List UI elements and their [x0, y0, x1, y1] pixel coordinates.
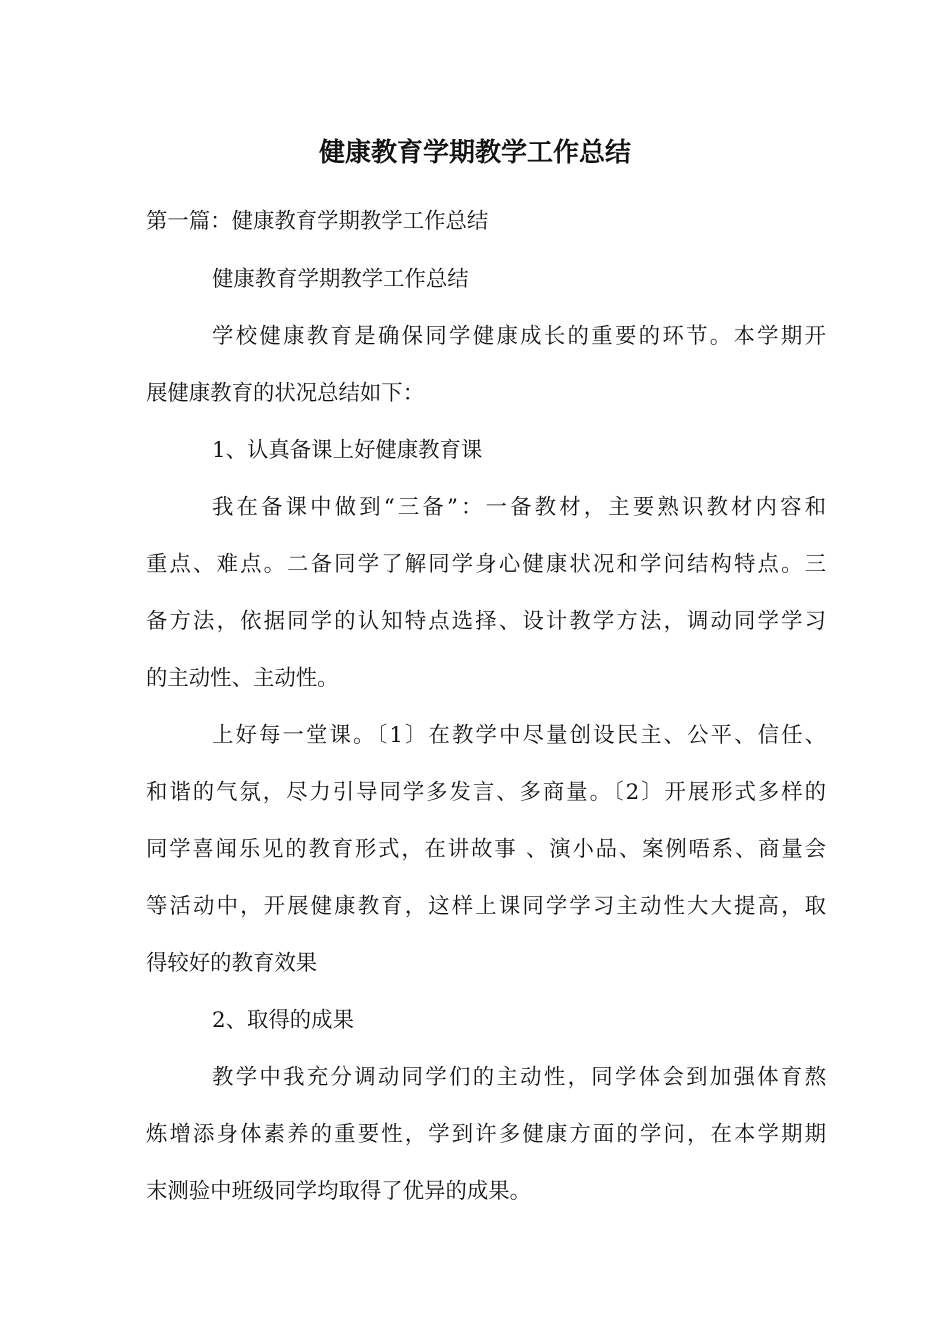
- paragraph-line: 炼增添身体素养的重要性，学到许多健康方面的学问，在本学期期: [146, 1122, 826, 1147]
- item-heading: 2、取得的成果: [212, 1008, 354, 1033]
- paragraph-line: 同学喜闻乐见的教育形式，在讲故事 、演小品、案例唔系、商量会: [146, 837, 826, 862]
- subtitle: 健康教育学期教学工作总结: [212, 267, 469, 292]
- document-title: 健康教育学期教学工作总结: [318, 138, 631, 168]
- paragraph-line: 的主动性、主动性。: [146, 666, 339, 691]
- paragraph-line: 备方法，依据同学的认知特点选择、设计教学方法，调动同学学习: [146, 609, 826, 634]
- paragraph-line: 和谐的气氛，尽力引导同学多发言、多商量。〔2〕开展形式多样的: [146, 780, 826, 805]
- paragraph-line: 上好每一堂课。〔1〕在教学中尽量创设民主、公平、信任、: [212, 723, 826, 748]
- paragraph-line: 重点、难点。二备同学了解同学身心健康状况和学问结构特点。三: [146, 552, 826, 577]
- item-heading: 1、认真备课上好健康教育课: [212, 438, 483, 463]
- paragraph-line: 等活动中，开展健康教育，这样上课同学学习主动性大大提高，取: [146, 894, 826, 919]
- paragraph-line: 我在备课中做到“三备”：一备教材，主要熟识教材内容和: [212, 495, 826, 520]
- paragraph-line: 末测验中班级同学均取得了优异的成果。: [146, 1179, 532, 1204]
- paragraph-line: 展健康教育的状况总结如下：: [146, 381, 425, 406]
- paragraph-line: 教学中我充分调动同学们的主动性，同学体会到加强体育熬: [212, 1065, 826, 1090]
- section-heading: 第一篇：健康教育学期教学工作总结: [146, 209, 489, 234]
- paragraph-line: 得较好的教育效果: [146, 951, 318, 976]
- paragraph-line: 学校健康教育是确保同学健康成长的重要的环节。本学期开: [212, 324, 826, 349]
